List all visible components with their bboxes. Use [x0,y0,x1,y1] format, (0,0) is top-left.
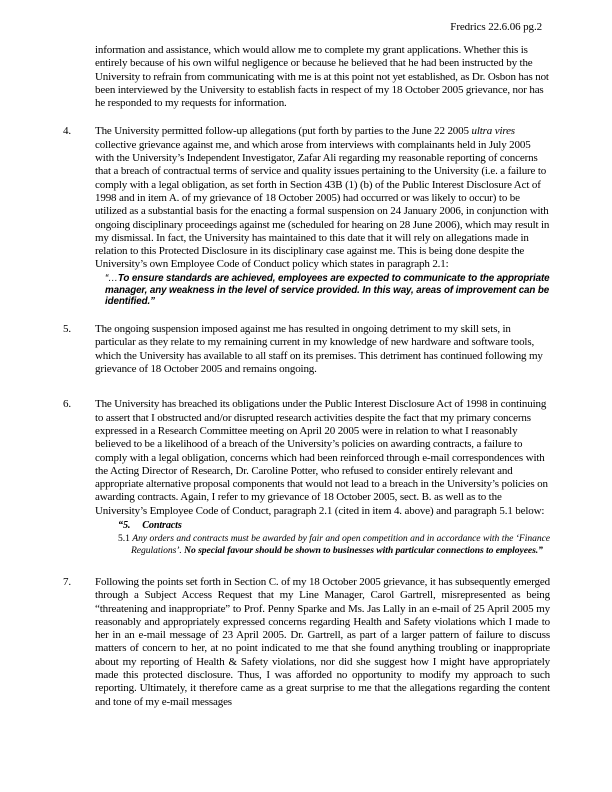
paragraph-text [95,125,550,271]
text-run: collective grievance against me, and which arose from interviews with complainants held in July 2005 with the University’s Independent Investigator, Zafar Ali regarding my reasonable reporting of concerns that a breach of contractual terms of service and quality issues pertaining to the University (i.e. a failure to comply with a legal obligation, as set forth in Section 43B (1) (b) of the Public Interest Disclosure Act of 1998 and in item A. of my grievance of 18 October 2005) had occurred or was likely to occur) to be utilized as a substantial basis for the enacting a formal suspension on 24 January 2006, in conjunction with ongoing disciplinary proceedings against me (scheduled for hearing on 28 June 2006), which may result in my dismissal. In fact, the University has maintained to this date that it will rely on allegations made in relation to this Protected Disclosure in its disciplinary case against me. This is being done despite the University’s own Employee Code of Conduct policy which states in paragraph 2.1: [95,138,550,271]
text-run: Any orders and contracts must be awarded by fair and open competition and in accordance with the ‘Finance Regulations’. [131,533,550,556]
text-run: The University has breached its obligations under the Public Interest Disclosure Act of 1998 in continuing to assert that I obstructed and/or disrupted research activities despite the fact that my primary concerns expressed in a Research Committee meeting on April 20 2005 were in relation to what I reasonably believed to be a likelihood of a breach of the University’s policies on awarding contracts, a failure to comply with a legal obligation, concerns which had been reinforced through e-mail correspondences with the Acting Director of Research, Dr. Caroline Potter, who refused to consider entirely relevant and appropriate alternative proposal components that would not lead to a breach in the University’s policies on awarding contracts. Again, I refer to my grievance of 18 October 2005, sect. B. as well as to the University’s Employee Code of Conduct, paragraph 2.1 (cited in item 4. above) and paragraph 5.1 below: [95,398,548,517]
paragraph-text [95,398,550,518]
text-run: The University permitted follow-up allegations (put forth by parties to the June 22 2005 [95,125,472,138]
text-run: 5.1 [118,533,133,544]
paragraph-text [95,576,550,709]
text-run: “… [105,272,118,284]
item-number: 4. [63,125,71,138]
item-number: 6. [63,398,71,411]
page-header: Fredrics 22.6.06 pg.2 [450,21,542,33]
paragraph-item-7 [63,576,550,709]
text-run: No special favour should be shown to businesses with particular connections to employees.” [184,544,543,556]
text-run: information and assistance, which would allow me to complete my grant applications. Whether this is entirely because of his own wilful negligence or because he believed that he had been instructed by the University to refrain from communicating with me is at this point not yet established, as Dr. Osbon has not been interviewed by the University to establish facts in respect of my 18 October 2005 grievance, nor has he responded to my requests for information. [95,44,549,110]
text-run: Following the points set forth in Section C. of my 18 October 2005 grievance, it has subsequently emerged through a Subject Access Request that my Line Manager, Carol Gartrell, misrepresented as being “threatening and inappropriate” to Prof. Penny Sparke and Ms. Jas Lally in an e-mail of 25 April 2005 my reasonably and appropriately expressed concerns regarding Health and Safety violations which I made to her in an e-mail message of 23 April 2005. Dr. Gartrell, as part of a larger pattern of failure to discuss matters of concern to her, at no point indicated to me that she found anything troubling or inappropriate about my reporting of Health & Safety violations, nor did she suggest how I might have appropriately made this protected disclosure. Thus, I was afforded no opportunity to modify my approach to such reporting. Ultimately, it therefore came as a great surprise to me that the allegations regarding the content and tone of my e-mail messages [95,576,550,708]
item-number: 7. [63,576,71,588]
document-body [63,44,550,709]
paragraph-item-5 [63,323,550,376]
text-run: To ensure standards are achieved, employees are expected to communicate to the appropriate manager, any weakness in the level of service provided. In this way, areas of improvement can be identified.” [105,272,550,308]
paragraph-text [95,323,550,376]
quote-code-of-conduct-2-1 [105,273,550,308]
paragraph-item-6 [63,398,550,518]
item-number: 5. [63,323,71,336]
paragraph-item-4 [63,125,550,271]
quote-contracts-5-1 [118,533,550,556]
paragraph-continuation [95,44,550,110]
text-run: “5. Contracts [118,520,182,531]
text-run: ultra vires [471,125,515,138]
text-run: The ongoing suspension imposed against me has resulted in ongoing detriment to my skill sets, in particular as they relate to my remaining current in my knowledge of new hardware and software tools, which the University has available to all staff on its premises. This detriment has continued following my grievance of 18 October 2005 and remains ongoing. [95,323,543,376]
quote-contracts-heading [118,520,550,532]
